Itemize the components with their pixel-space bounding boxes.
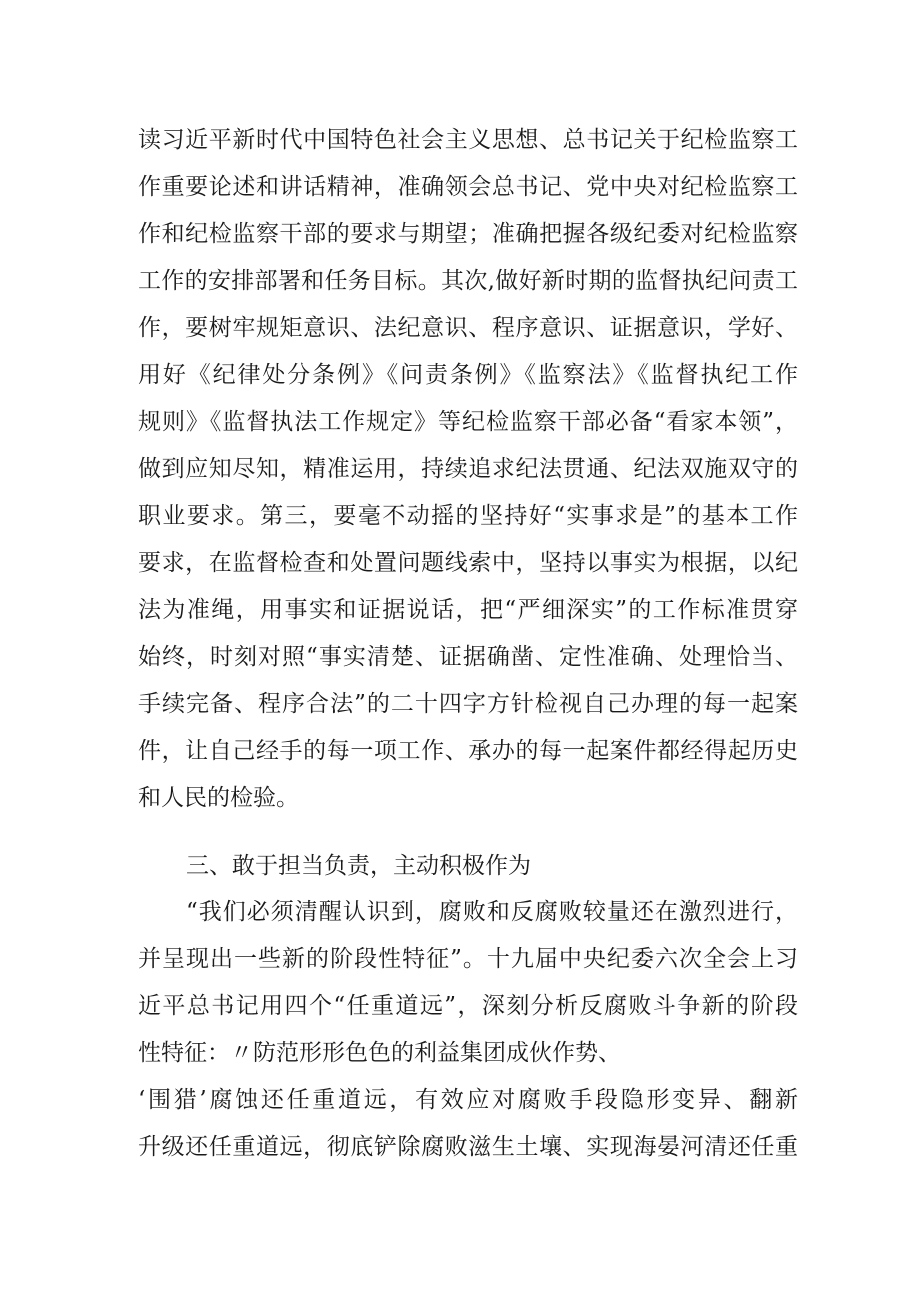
paragraph-2-line-1: “我们必须清醒认识到，腐败和反腐败较量还在激烈进行， — [186, 899, 798, 925]
paragraph-1-line-10: 要求，在监督检查和处置问题线索中，坚持以事实为根据，以纪 — [138, 550, 798, 576]
paragraph-1-line-4: 工作的安排部署和任务目标。其次,做好新时期的监督执纪问责工 — [138, 268, 798, 294]
paragraph-1-line-8: 做到应知尽知，精准运用，持续追求纪法贯通、纪法双施双守的 — [138, 456, 798, 482]
paragraph-2-line-2: 并呈现出一些新的阶段性特征”。十九届中央纪委六次全会上习 — [138, 946, 798, 972]
paragraph-1-line-13: 手续完备、程序合法”的二十四字方针检视自己办理的每一起案 — [138, 691, 798, 717]
paragraph-2-line-3: 近平总书记用四个“任重道远”，深刻分析反腐败斗争新的阶段 — [138, 993, 798, 1019]
paragraph-1-line-5: 作，要树牢规矩意识、法纪意识、程序意识、证据意识，学好、 — [138, 315, 798, 341]
paragraph-1-line-1: 读习近平新时代中国特色社会主义思想、总书记关于纪检监察工 — [138, 127, 798, 153]
paragraph-2-line-6: 升级还任重道远，彻底铲除腐败滋生土壤、实现海晏河清还任重 — [138, 1134, 798, 1160]
paragraph-1-line-3: 作和纪检监察干部的要求与期望；准确把握各级纪委对纪检监察 — [138, 221, 798, 247]
paragraph-1-line-12: 始终，时刻对照“事实清楚、证据确凿、定性准确、处理恰当、 — [138, 644, 798, 670]
paragraph-1-line-6: 用好《纪律处分条例》《问责条例》《监察法》《监督执纪工作 — [138, 362, 798, 388]
paragraph-1-line-2: 作重要论述和讲话精神，准确领会总书记、党中央对纪检监察工 — [138, 174, 798, 200]
paragraph-1-line-7: 规则》《监督执法工作规定》等纪检监察干部必备“看家本领”， — [138, 409, 798, 435]
section-heading: 三、敢于担当负责，主动积极作为 — [186, 853, 531, 879]
paragraph-1-line-11: 法为准绳，用事实和证据说话，把“严细深实”的工作标准贯穿 — [138, 597, 798, 623]
paragraph-1-line-14: 件，让自己经手的每一项工作、承办的每一起案件都经得起历史 — [138, 738, 798, 764]
paragraph-2-line-5: ‘围猎’腐蚀还任重道远，有效应对腐败手段隐形变异、翻新 — [138, 1087, 798, 1113]
paragraph-1-line-15: 和人民的检验。 — [138, 785, 299, 811]
paragraph-1-line-9: 职业要求。第三，要毫不动摇的坚持好“实事求是”的基本工作 — [138, 503, 798, 529]
paragraph-2-line-4: 性特征：〃防范形形色色的利益集团成伙作势、 — [138, 1040, 621, 1066]
